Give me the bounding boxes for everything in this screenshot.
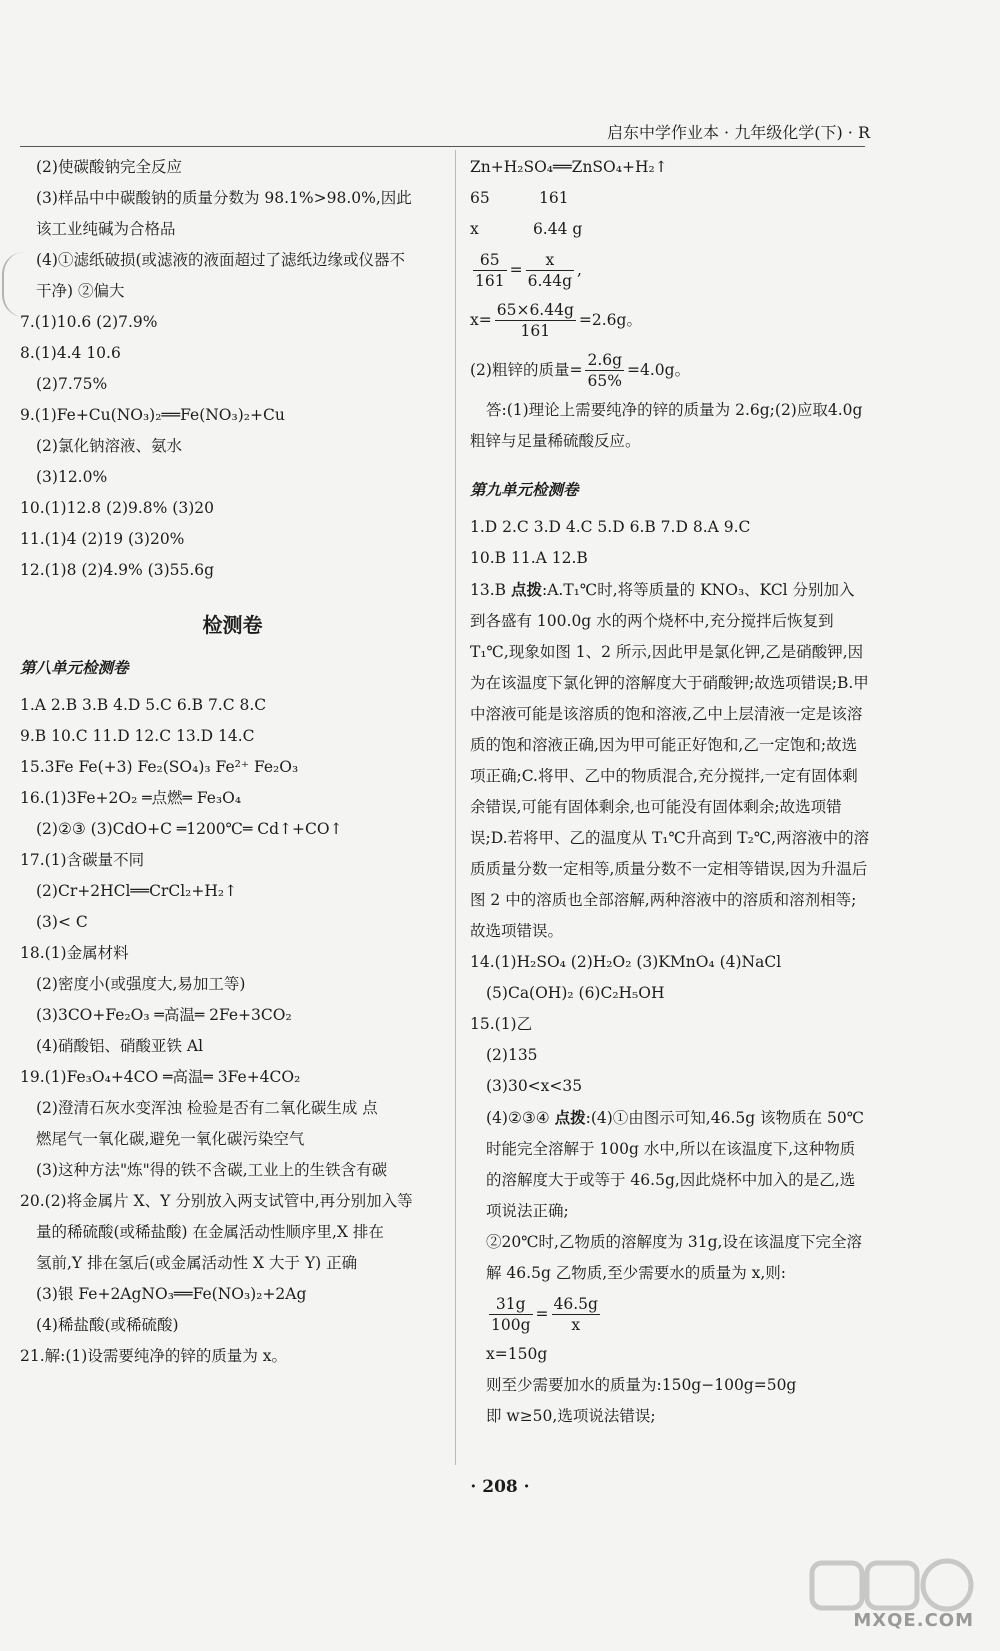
- unit8-title: 第八单元检测卷: [20, 659, 129, 677]
- answer-line: 燃尾气一氧化碳,避免一氧化碳污染空气: [36, 1130, 305, 1148]
- answer-line: 17.(1)含碳量不同: [20, 851, 145, 869]
- watermark-text: MXQE.COM: [853, 1610, 974, 1631]
- answer-line: x=150g: [486, 1345, 548, 1363]
- answer-line: (4)稀盐酸(或稀硫酸): [36, 1316, 179, 1334]
- right-column: [470, 152, 870, 1432]
- column-divider: [455, 150, 456, 1465]
- fraction: $\frac{31g}{100g}$: [491, 1294, 531, 1334]
- answer-line: 8.(1)4.4 10.6: [20, 344, 121, 362]
- section-title: 检测卷: [202, 613, 263, 637]
- answer-line: 干净) ②偏大: [36, 282, 125, 300]
- page-number: · 208 ·: [470, 1477, 530, 1497]
- left-column: [20, 152, 445, 1372]
- answer-line: (3)样品中中碳酸钠的质量分数为 98.1%>98.0%,因此: [36, 189, 412, 207]
- answer-line: (4)硝酸铝、硝酸亚铁 Al: [36, 1037, 204, 1055]
- fraction: $\frac{65}{161}$: [475, 250, 505, 290]
- answer-line: 16.(1)3Fe+2O₂ ═点燃═ Fe₃O₄: [20, 789, 242, 807]
- answer-line: (2)密度小(或强度大,易加工等): [36, 975, 246, 993]
- answer-line: 1.D 2.C 3.D 4.C 5.D 6.B 7.D 8.A 9.C: [470, 518, 751, 536]
- proportion-line: $\frac{31g}{100g}$ = $\frac{46.5g}{x}$: [491, 1294, 598, 1334]
- hint-label: 点拨: [554, 1108, 586, 1127]
- calculation-line: (2)粗锌的质量= $\frac{2.6g}{65\%}$ =4.0g。: [470, 350, 691, 390]
- answer-line: 20.(2)将金属片 X、Y 分别放入两支试管中,再分别加入等: [20, 1192, 413, 1210]
- answer-line: 10.(1)12.8 (2)9.8% (3)20: [20, 499, 214, 517]
- equation-line: 65 161: [470, 189, 569, 207]
- equation-line: x 6.44 g: [470, 220, 583, 238]
- answer-line: (3)30<x<35: [486, 1077, 583, 1095]
- answer-line: 答:(1)理论上需要纯净的锌的质量为 2.6g;(2)应取4.0g: [486, 401, 863, 419]
- explanation-paragraph: (4)②③④ 点拨:(4)①由图示可知,46.5g 该物质在 50℃时能完全溶解于 100g 水中,所以在该温度下,这种物质的溶解度大于或等于 46.5g,因此烧杯中加入的是乙,选项说法正确;: [486, 1108, 865, 1220]
- explanation-paragraph: ②20℃时,乙物质的溶解度为 31g,设在该温度下完全溶解 46.5g 乙物质,至少需要水的质量为 x,则:: [486, 1233, 862, 1282]
- hint-label: 点拨: [510, 580, 542, 599]
- answer-line: (2)使碳酸钠完全反应: [36, 158, 182, 176]
- answer-line: 19.(1)Fe₃O₄+4CO ═高温═ 3Fe+4CO₂: [20, 1068, 301, 1086]
- answer-line: (3)< C: [36, 913, 88, 931]
- answer-line: 21.解:(1)设需要纯净的锌的质量为 x。: [20, 1347, 287, 1365]
- answer-line: 该工业纯碱为合格品: [36, 220, 176, 238]
- answer-line: 14.(1)H₂SO₄ (2)H₂O₂ (3)KMnO₄ (4)NaCl: [470, 953, 782, 971]
- proportion-line: $\frac{65}{161}$ = $\frac{x}{6.44g}$ ,: [475, 250, 582, 290]
- equation-line: Zn+H₂SO₄══ZnSO₄+H₂↑: [470, 158, 668, 176]
- calculation-line: x= $\frac{65\times 6.44g}{161}$ =2.6g。: [470, 300, 642, 340]
- answer-line: 1.A 2.B 3.B 4.D 5.C 6.B 7.C 8.C: [20, 696, 267, 714]
- answer-line: 10.B 11.A 12.B: [470, 549, 588, 567]
- answer-line: 18.(1)金属材料: [20, 944, 129, 962]
- answer-line: 氢前,Y 排在氢后(或金属活动性 X 大于 Y) 正确: [36, 1254, 358, 1272]
- answer-line: 9.B 10.C 11.D 12.C 13.D 14.C: [20, 727, 255, 745]
- answer-line: (3)3CO+Fe₂O₃ ═高温═ 2Fe+3CO₂: [36, 1006, 292, 1024]
- running-header: 启东中学作业本 · 九年级化学(下) · R: [606, 123, 870, 142]
- answer-line: (2)Cr+2HCl══CrCl₂+H₂↑: [36, 882, 238, 900]
- answer-line: 7.(1)10.6 (2)7.9%: [20, 313, 158, 331]
- answer-line: 量的稀硫酸(或稀盐酸) 在金属活动性顺序里,X 排在: [36, 1223, 384, 1241]
- answer-line: 15.3Fe Fe(+3) Fe₂(SO₄)₃ Fe²⁺ Fe₂O₃: [20, 758, 299, 776]
- answer-line: (2)澄清石灰水变浑浊 检验是否有二氧化碳生成 点: [36, 1099, 378, 1117]
- answer-line: 则至少需要加水的质量为:150g−100g=50g: [486, 1376, 797, 1394]
- header-rule: [20, 146, 865, 147]
- explanation-paragraph: 13.B 点拨:A.T₁℃时,将等质量的 KNO₃、KCl 分别加入到各盛有 100.0g 水的两个烧杯中,充分搅拌后恢复到 T₁℃,现象如图 1、2 所示,因此甲是氯化钾,乙是硝酸钾,因为在该温度下氯化钾的溶解度大于硝酸钾;故选项错误;B.甲中溶液可能是该溶质的饱和溶液,乙中上层清液一定是该溶质的饱和溶液正确,因为甲可能正好饱和,乙一定饱和;故选项正确;C.将甲、乙中的物质混合,充分搅拌,一定有固体剩余错误,可能有固体剩余,也可能没有固体剩余;故选项错误;D.若将甲、乙的温度从 T₁℃升高到 T₂℃,两溶液中的溶质质量分数一定相等,质量分数不一定相等错误,因为升温后图 2 中的溶质也全部溶解,两种溶液中的溶质和溶剂相等;故选项错误。: [470, 580, 870, 940]
- fraction: $\frac{46.5g}{x}$: [553, 1294, 598, 1334]
- answer-line: (3)12.0%: [36, 468, 108, 486]
- fraction: $\frac{2.6g}{65\%}$: [587, 350, 623, 390]
- answer-line: 12.(1)8 (2)4.9% (3)55.6g: [20, 561, 215, 579]
- answer-line: (3)银 Fe+2AgNO₃══Fe(NO₃)₂+2Ag: [36, 1285, 307, 1303]
- answer-line: 15.(1)乙: [470, 1015, 533, 1033]
- answer-line: 即 w≥50,选项说法错误;: [486, 1407, 656, 1425]
- answer-line: (2)135: [486, 1046, 538, 1064]
- answer-line: (4)①滤纸破损(或滤液的液面超过了滤纸边缘或仪器不: [36, 251, 406, 269]
- fraction: $\frac{x}{6.44g}$: [527, 250, 573, 290]
- answer-line: (5)Ca(OH)₂ (6)C₂H₅OH: [486, 984, 665, 1002]
- unit9-title: 第九单元检测卷: [470, 481, 579, 499]
- answer-line: 11.(1)4 (2)19 (3)20%: [20, 530, 185, 548]
- answer-line: (3)这种方法"炼"得的铁不含碳,工业上的生铁含有碳: [36, 1161, 388, 1179]
- answer-line: (2)氯化钠溶液、氨水: [36, 437, 182, 455]
- answer-line: (2)7.75%: [36, 375, 108, 393]
- answer-line: 9.(1)Fe+Cu(NO₃)₂══Fe(NO₃)₂+Cu: [20, 406, 285, 424]
- answer-line: 粗锌与足量稀硫酸反应。: [470, 432, 641, 450]
- answer-line: (2)②③ (3)CdO+C ═1200℃═ Cd↑+CO↑: [36, 820, 343, 838]
- fraction: $\frac{65\times 6.44g}{161}$: [496, 300, 574, 340]
